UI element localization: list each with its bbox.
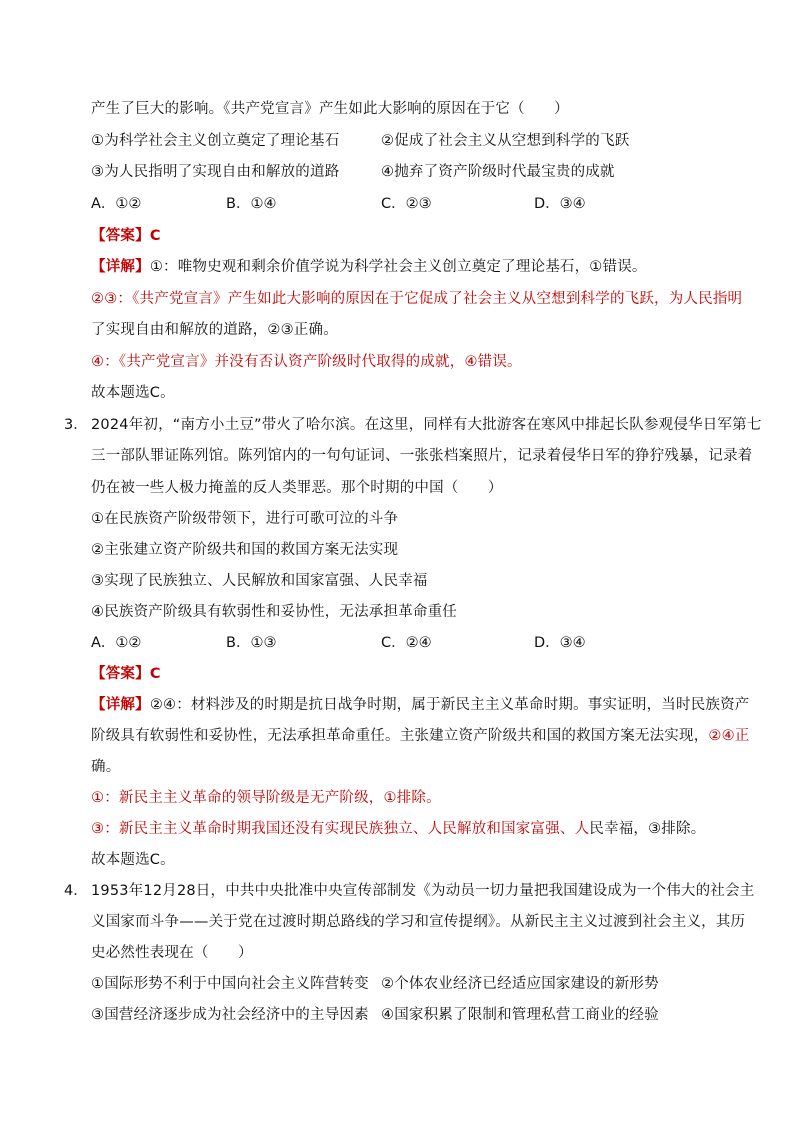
q3-stem-3: 仍在被一些人极力掩盖的反人类罪恶。那个时期的中国（ ）	[91, 480, 503, 496]
q4-number: 4．	[64, 883, 88, 899]
q2-detail-1: ①：唯物史观和剩余价值学说为科学社会主义创立奠定了理论基石，①错误。	[149, 259, 647, 275]
q2-option-4: ④抛弃了资产阶级时代最宝贵的成就	[381, 164, 615, 180]
q4-option-1: ①国际形势不利于中国向社会主义阵营转变	[91, 976, 369, 992]
q3-detail-1b: 阶级具有软弱性和妥协性，无法承担革命重任。主张建立资产阶级共和国的救国方案无法实现，	[91, 728, 709, 744]
q2-detail-tag: 【详解】	[91, 259, 150, 275]
q2-choice-a: A．①②	[91, 196, 142, 212]
q2-option-1: ①为科学社会主义创立奠定了理论基石	[91, 133, 340, 149]
q4-option-4: ④国家积累了限制和管理私营工商业的经验	[381, 1007, 659, 1023]
q3-detail-3b: 民幸福，③排除。	[589, 821, 706, 837]
q3-number: 3．	[64, 417, 88, 433]
q2-answer-tag: 【答案】	[91, 228, 150, 244]
q2-option-3: ③为人民指明了实现自由和解放的道路	[91, 164, 340, 180]
q4-stem-2: 义国家而斗争——关于党在过渡时期总路线的学习和宣传提纲》。从新民主主义过渡到社会主义，其历	[91, 914, 746, 930]
q3-detail-1b-red: ②④正	[708, 728, 750, 744]
q3-answer-value: C	[149, 666, 161, 682]
q4-stem-3: 史必然性表现在（ ）	[91, 945, 253, 961]
q2-choice-d: D．③④	[534, 196, 586, 212]
q3-option-1: ①在民族资产阶级带领下，进行可歌可泣的斗争	[91, 511, 399, 527]
q3-detail-1a: ②④：材料涉及的时期是抗日战争时期，属于新民主主义革命时期。事实证明，当时民族资产	[149, 697, 750, 713]
q4-stem-1: 1953年12月28日，中共中央批准中央宣传部制发《为动员一切力量把我国建设成为一个伟大的社会主	[91, 883, 755, 899]
q2-stem-line: 产生了巨大的影响。《共产党宣言》产生如此大影响的原因在于它（ ）	[91, 101, 569, 117]
q2-answer-value: C	[149, 228, 161, 244]
q4-option-2: ②个体农业经济已经适应国家建设的新形势	[381, 976, 659, 992]
q3-detail-line-2	[91, 726, 750, 746]
q2-choice-c: C．②③	[381, 196, 432, 212]
q3-choice-b: B．①③	[226, 635, 277, 651]
q3-detail-line-1	[91, 695, 750, 715]
q3-detail-2: ①：新民主主义革命的领导阶级是无产阶级，①排除。	[91, 790, 441, 806]
q2-detail-2b: 了实现自由和解放的道路，②③正确。	[91, 322, 338, 338]
q2-detail-2a: ②③：《共产党宣言》产生如此大影响的原因在于它促成了社会主义从空想到科学的飞跃，为人民指明	[91, 291, 743, 307]
q3-detail-tag: 【详解】	[91, 697, 150, 713]
q2-choice-b: B．①④	[226, 196, 277, 212]
q3-choice-d: D．③④	[534, 635, 586, 651]
q3-stem-1: 2024年初，“南方小土豆”带火了哈尔滨。在这里，同样有大批游客在寒风中排起长队参观侵华日军第七	[91, 417, 762, 433]
q3-detail-1c: 确。	[91, 759, 121, 775]
q3-conclusion: 故本题选C。	[91, 852, 175, 868]
q3-option-3: ③实现了民族独立、人民解放和国家富强、人民幸福	[91, 573, 428, 589]
q2-answer-line	[91, 226, 161, 246]
q4-option-3: ③国营经济逐步成为社会经济中的主导因素	[91, 1007, 369, 1023]
q2-detail-line-1	[91, 257, 647, 277]
q2-option-2: ②促成了社会主义从空想到科学的飞跃	[381, 133, 630, 149]
q3-option-4: ④民族资产阶级具有软弱性和妥协性，无法承担革命重任	[91, 604, 457, 620]
q3-stem-2: 三一部队罪证陈列馆。陈列馆内的一句句证词、一张张档案照片，记录着侵华日军的狰狞残暴，记录着	[91, 448, 753, 464]
q3-detail-line-3	[91, 819, 705, 839]
q3-choice-a: A．①②	[91, 635, 142, 651]
q3-choice-c: C．②④	[381, 635, 432, 651]
q3-answer-tag: 【答案】	[91, 666, 150, 682]
q2-detail-3: ④：《共产党宣言》并没有否认资产阶级时代取得的成就，④错误。	[91, 354, 522, 370]
q3-detail-3a: ③：新民主主义革命时期我国还没有实现民族独立、人民解放和国家富强、人	[91, 821, 590, 837]
q3-option-2: ②主张建立资产阶级共和国的救国方案无法实现	[91, 542, 399, 558]
q2-conclusion: 故本题选C。	[91, 385, 175, 401]
q3-answer-line	[91, 664, 161, 684]
q2-detail-line-2a	[91, 289, 742, 309]
